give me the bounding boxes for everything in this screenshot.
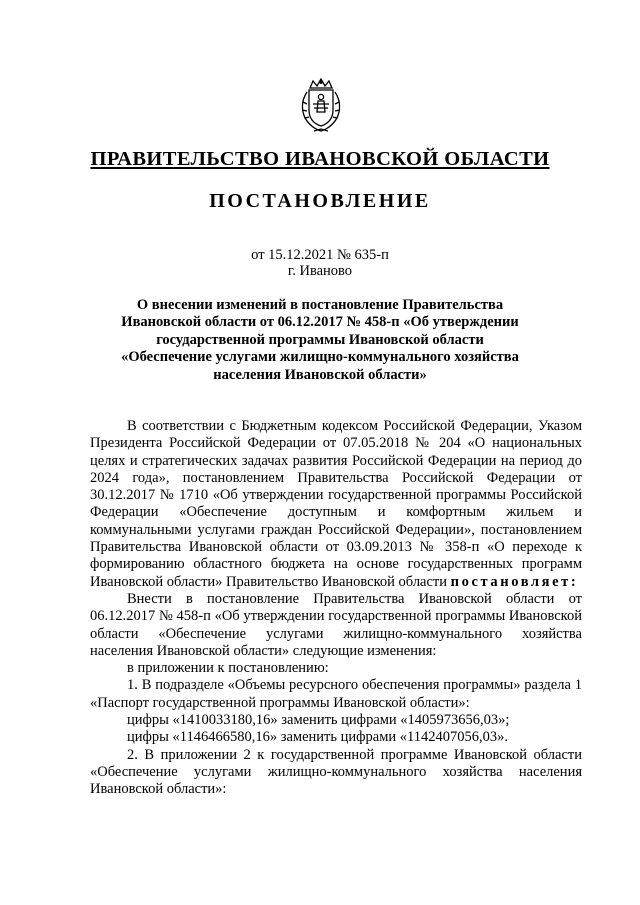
document-heading: О внесении изменений в постановление Правительства Ивановской области от 06.12.2017 № 458-п «Об утверждении государственной программы Ивановской области «Обеспечение услугами жилищно-коммунального хозяйства населения Ивановской области» [121, 297, 519, 383]
document-body [90, 418, 582, 799]
government-title: ПРАВИТЕЛЬСТВО ИВАНОВСКОЙ ОБЛАСТИ [90, 148, 550, 170]
ivanovo-coat-of-arms-icon [296, 78, 346, 134]
preamble-text: В соответствии с Бюджетным кодексом Российской Федерации, Указом Президента Российской Федерации от 07.05.2018 № 204 «О национальных целях и стратегических задачах развития Российской Федерации на период до 2024 года», постановлением Правительства Российской Федерации от 30.12.2017 № 1710 «Об утверждении государственной программы Российской Федерации «Обеспечение доступным и комфортным жильем и коммунальными услугами граждан Российской Федерации», постановлением Правительства Ивановской области от 03.09.2013 № 358-п «О переходе к формированию областного бюджета на основе государственных программ Ивановской области» Правительство Ивановской области [90, 418, 582, 590]
paragraph-item-2: 2. В приложении 2 к государственной программе Ивановской области «Обеспечение услугами жилищно-коммунального хозяйства населения Ивановской области»: [90, 746, 582, 798]
city: г. Иваново [287, 263, 353, 279]
date-block [0, 247, 640, 279]
paragraph-preamble [90, 418, 582, 591]
paragraph-figures-2: цифры «1146466580,16» заменить цифрами «1142407056,03». [127, 729, 508, 746]
date-number: от 15.12.2021 № 635-п [251, 247, 389, 263]
decree-word: постановляет: [450, 573, 579, 590]
paragraph-amend: Внести в постановление Правительства Ивановской области от 06.12.2017 № 458-п «Об утверждении государственной программы Ивановской области «Обеспечение услугами жилищно-коммунального хозяйства населения Ивановской области» следующие изменения: [90, 590, 582, 659]
paragraph-annex: в приложении к постановлению: [127, 660, 329, 677]
paragraph-figures-1: цифры «1410033180,16» заменить цифрами «1405973656,03»; [127, 712, 510, 729]
paragraph-item-1: 1. В подразделе «Объемы ресурсного обеспечения программы» раздела 1 «Паспорт государственной программы Ивановской области»: [90, 677, 582, 711]
document-type-title: ПОСТАНОВЛЕНИЕ [209, 190, 431, 212]
